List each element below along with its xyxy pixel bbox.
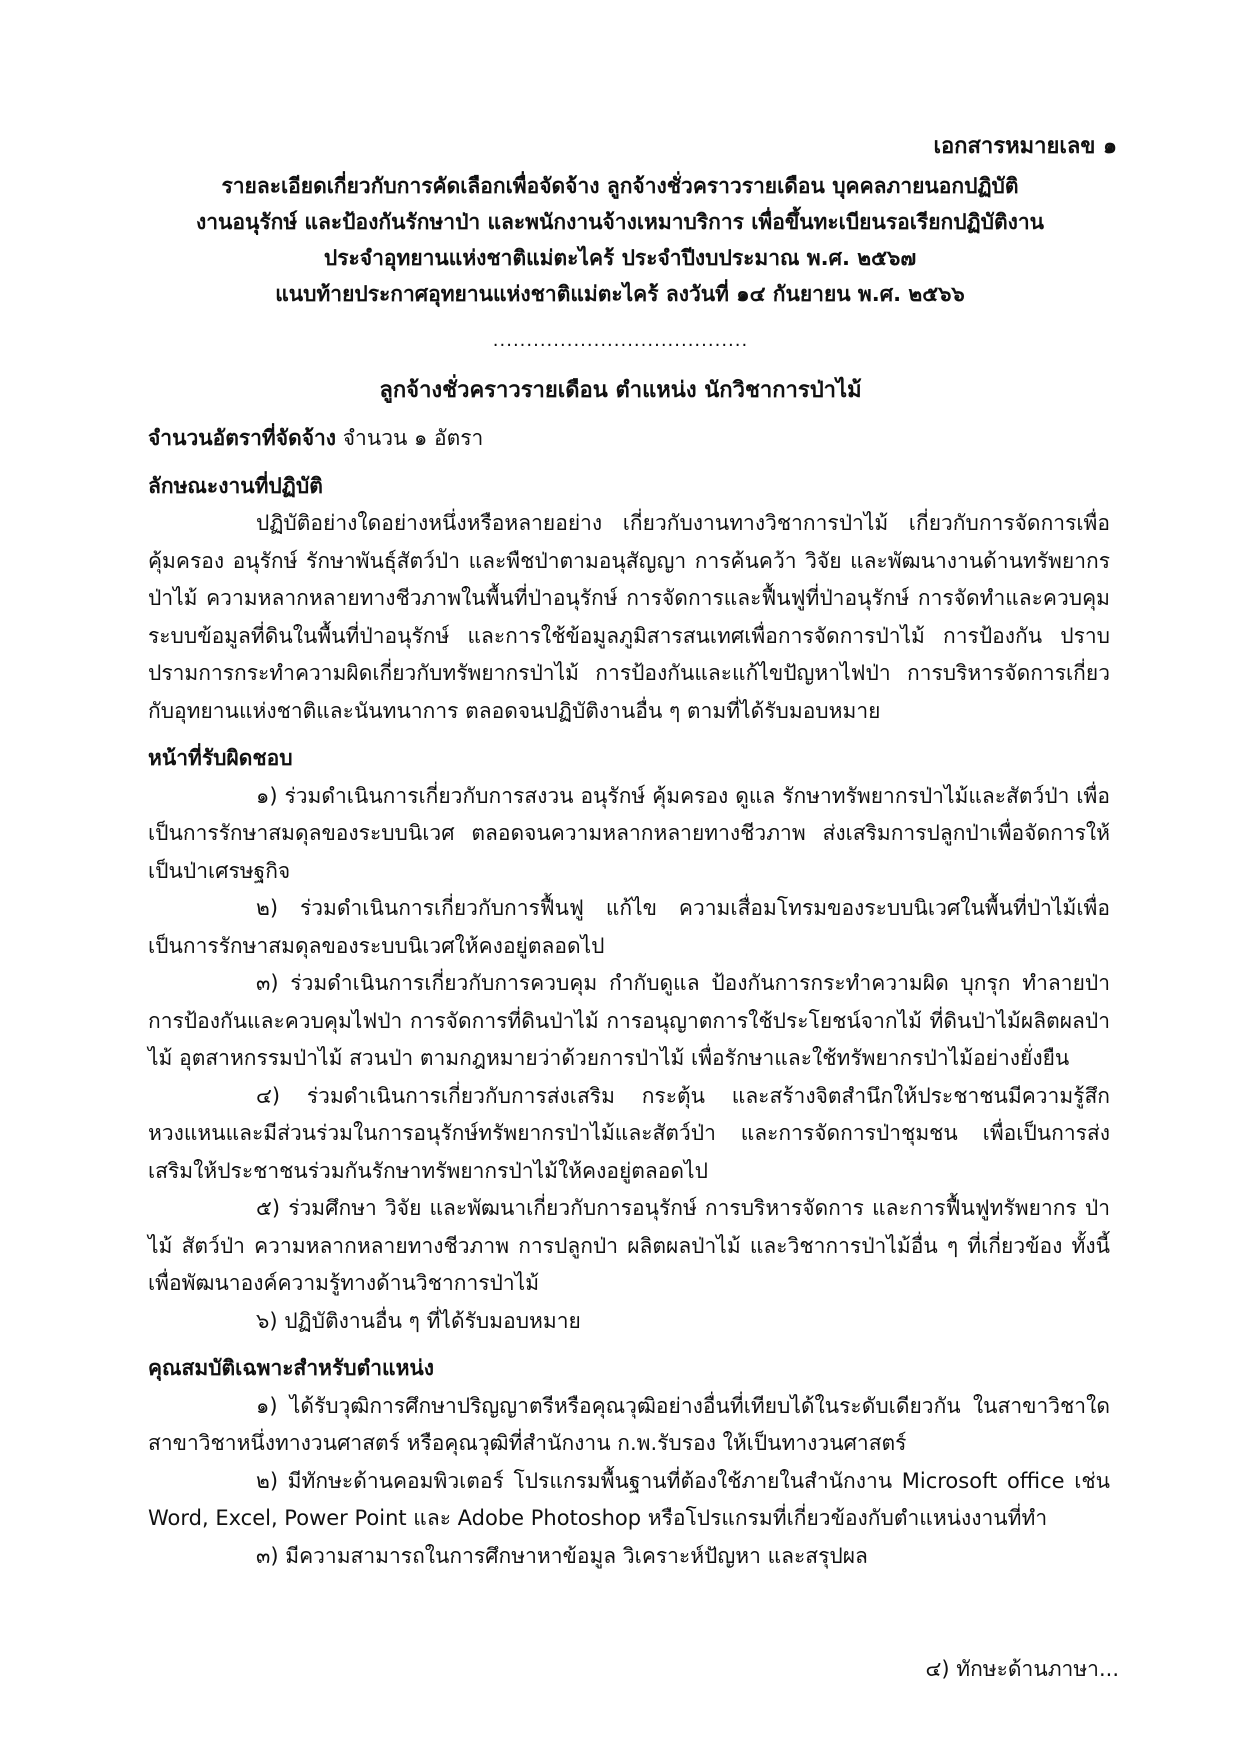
- title-line: ประจำอุทยานแห่งชาติแม่ตะไคร้ ประจำปีงบประมาณ พ.ศ. ๒๕๖๗: [323, 246, 917, 270]
- document-body: [148, 420, 1110, 1585]
- responsibility-item: ๒) ร่วมดำเนินการเกี่ยวกับการฟื้นฟู แก้ไข ความเสื่อมโทรมของระบบนิเวศในพื้นที่ป่าไม้เพื่อเป็นการรักษาสมดุลของระบบนิเวศให้คงอยู่ตลอดไป: [148, 896, 1110, 958]
- work-nature-text: ปฏิบัติอย่างใดอย่างหนึ่งหรือหลายอย่าง เกี่ยวกับงานทางวิชาการป่าไม้ เกี่ยวกับการจัดการเพื่อคุ้มครอง อนุรักษ์ รักษาพันธุ์สัตว์ป่า และพืชป่าตามอนุสัญญา การค้นคว้า วิจัย และพัฒนางานด้านทรัพยากรป่าไม้ ความหลากหลายทางชีวภาพในพื้นที่ป่าอนุรักษ์ การจัดการและฟื้นฟูที่ป่าอนุรักษ์ การจัดทำและควบคุมระบบข้อมูลที่ดินในพื้นที่ป่าอนุรักษ์ และการใช้ข้อมูลภูมิสารสนเทศเพื่อการจัดการป่าไม้ การป้องกัน ปราบปรามการกระทำความผิดเกี่ยวกับทรัพยากรป่าไม้ การป้องกันและแก้ไขปัญหาไฟป่า การบริหารจัดการเกี่ยวกับอุทยานแห่งชาติและนันทนาการ ตลอดจนปฏิบัติงานอื่น ๆ ตามที่ได้รับมอบหมาย: [148, 511, 1110, 723]
- responsibility-item: ๑) ร่วมดำเนินการเกี่ยวกับการสงวน อนุรักษ์ คุ้มครอง ดูแล รักษาทรัพยากรป่าไม้และสัตว์ป่า เพื่อเป็นการรักษาสมดุลของระบบนิเวศ ตลอดจนความหลากหลายทางชีวภาพ ส่งเสริมการปลูกป่าเพื่อจัดการให้เป็นป่าเศรษฐกิจ: [148, 783, 1110, 883]
- title-line: แนบท้ายประกาศอุทยานแห่งชาติแม่ตะไคร้ ลงวันที่ ๑๔ กันยายน พ.ศ. ๒๕๖๖: [275, 282, 965, 306]
- responsibility-item: ๖) ปฏิบัติงานอื่น ๆ ที่ได้รับมอบหมาย: [256, 1308, 581, 1333]
- quota-section: [148, 420, 1110, 458]
- work-nature-heading: ลักษณะงานที่ปฏิบัติ: [148, 473, 323, 498]
- document-number: เอกสารหมายเลข ๑: [933, 134, 1117, 159]
- title-line: งานอนุรักษ์ และป้องกันรักษาป่า และพนักงานจ้างเหมาบริการ เพื่อขึ้นทะเบียนรอเรียกปฏิบัติงาน: [195, 210, 1045, 234]
- document-title: [140, 168, 1100, 312]
- qualifications-section: [148, 1350, 1110, 1575]
- qualification-item: ๓) มีความสามารถในการศึกษาหาข้อมูล วิเคราะห์ปัญหา และสรุปผล: [256, 1543, 868, 1568]
- title-line: รายละเอียดเกี่ยวกับการคัดเลือกเพื่อจัดจ้าง ลูกจ้างชั่วคราวรายเดือน บุคคลภายนอกปฏิบัติ: [221, 174, 1019, 198]
- quota-value: จำนวน ๑ อัตรา: [342, 426, 484, 450]
- qualifications-heading: คุณสมบัติเฉพาะสำหรับตำแหน่ง: [148, 1356, 435, 1380]
- responsibility-item: ๔) ร่วมดำเนินการเกี่ยวกับการส่งเสริม กระตุ้น และสร้างจิตสำนึกให้ประชาชนมีความรู้สึกหวงแหนและมีส่วนร่วมในการอนุรักษ์ทรัพยากรป่าไม้และสัตว์ป่า และการจัดการป่าชุมชน เพื่อเป็นการส่งเสริมให้ประชาชนร่วมกันรักษาทรัพยากรป่าไม้ให้คงอยู่ตลอดไป: [148, 1083, 1110, 1183]
- responsibility-item: ๓) ร่วมดำเนินการเกี่ยวกับการควบคุม กำกับดูแล ป้องกันการกระทำความผิด บุกรุก ทำลายป่า การป้องกันและควบคุมไฟป่า การจัดการที่ดินป่าไม้ การอนุญาตการใช้ประโยชน์จากไม้ ที่ดินป่าไม้ผลิตผลป่าไม้ อุตสาหกรรมป่าไม้ สวนป่า ตามกฎหมายว่าด้วยการป่าไม้ เพื่อรักษาและใช้ทรัพยากรป่าไม้อย่างยั่งยืน: [148, 971, 1110, 1070]
- qualification-item: ๒) มีทักษะด้านคอมพิวเตอร์ โปรแกรมพื้นฐานที่ต้องใช้ภายในสำนักงาน Microsoft office เช่น Word, Excel, Power Point และ Adobe Photoshop หรือโปรแกรมที่เกี่ยวข้องกับตำแหน่งงานที่ทำ: [148, 1468, 1110, 1530]
- responsibilities-heading: หน้าที่รับผิดชอบ: [148, 746, 293, 770]
- quota-label: จำนวนอัตราที่จัดจ้าง: [148, 426, 337, 450]
- separator: ......................................: [492, 330, 749, 351]
- qualification-item: ๑) ได้รับวุฒิการศึกษาปริญญาตรีหรือคุณวุฒิอย่างอื่นที่เทียบได้ในระดับเดียวกัน ในสาขาวิชาใดสาขาวิชาหนึ่งทางวนศาสตร์ หรือคุณวุฒิที่สำนักงาน ก.พ.รับรอง ให้เป็นทางวนศาสตร์: [148, 1393, 1110, 1455]
- position-title: ลูกจ้างชั่วคราวรายเดือน ตำแหน่ง นักวิชาการป่าไม้: [379, 378, 862, 403]
- responsibility-item: ๕) ร่วมศึกษา วิจัย และพัฒนาเกี่ยวกับการอนุรักษ์ การบริหารจัดการ และการฟื้นฟูทรัพยากร ป่าไม้ สัตว์ป่า ความหลากหลายทางชีวภาพ การปลูกป่า ผลิตผลป่าไม้ และวิชาการป่าไม้อื่น ๆ ที่เกี่ยวข้อง ทั้งนี้ เพื่อพัฒนาองค์ความรู้ทางด้านวิชาการป่าไม้: [148, 1196, 1110, 1295]
- responsibilities-section: [148, 740, 1110, 1340]
- work-nature-section: [148, 468, 1110, 731]
- continued-marker: ๔) ทักษะด้านภาษา...: [925, 1657, 1119, 1681]
